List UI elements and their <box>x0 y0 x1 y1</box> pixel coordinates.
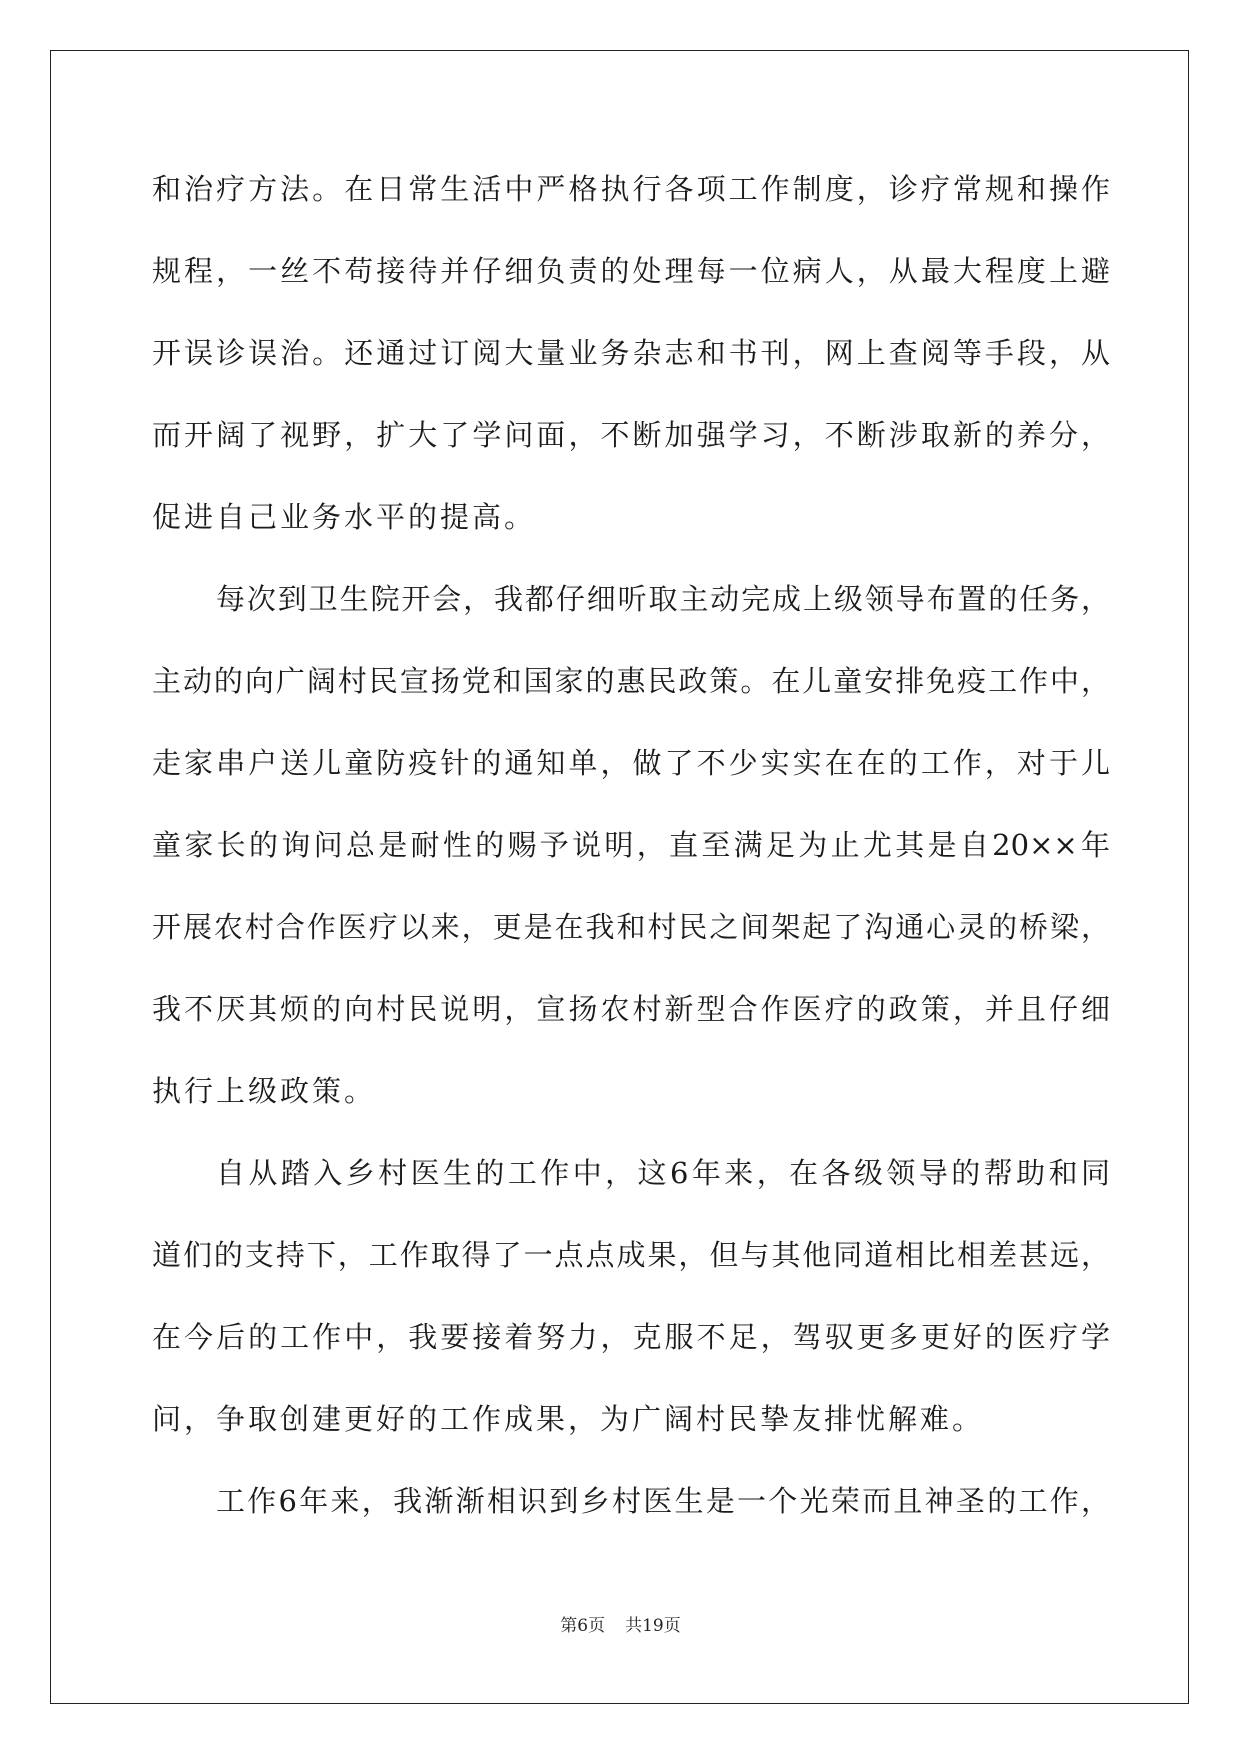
text-line: 童家长的询问总是耐性的赐予说明，直至满足为止尤其是自20××年 <box>152 828 1110 862</box>
paragraph-first-line: 工作6年来，我渐渐相识到乡村医生是一个光荣而且神圣的工作， <box>216 1484 1110 1518</box>
document-body <box>152 164 1110 1558</box>
text-line: 我不厌其烦的向村民说明，宣扬农村新型合作医疗的政策，并且仔细 <box>152 992 1110 1026</box>
paragraph-first-line: 自从踏入乡村医生的工作中，这6年来，在各级领导的帮助和同 <box>216 1156 1110 1190</box>
text-line: 执行上级政策。 <box>152 1074 377 1108</box>
total-pages: 共19页 <box>625 1616 681 1636</box>
text-line: 规程，一丝不苟接待并仔细负责的处理每一位病人，从最大程度上避 <box>152 254 1110 288</box>
text-line: 问，争取创建更好的工作成果，为广阔村民挚友排忧解难。 <box>152 1402 985 1436</box>
paragraph-first-line: 每次到卫生院开会，我都仔细听取主动完成上级领导布置的任务， <box>216 582 1110 616</box>
text-line: 走家串户送儿童防疫针的通知单，做了不少实实在在的工作，对于儿 <box>152 746 1110 780</box>
page-footer <box>0 1611 1241 1636</box>
text-line: 开展农村合作医疗以来，更是在我和村民之间架起了沟通心灵的桥梁， <box>152 910 1110 944</box>
text-line: 促进自己业务水平的提高。 <box>152 500 537 534</box>
text-line: 主动的向广阔村民宣扬党和国家的惠民政策。在儿童安排免疫工作中， <box>152 664 1110 698</box>
text-line: 开误诊误治。还通过订阅大量业务杂志和书刊，网上查阅等手段，从 <box>152 336 1110 370</box>
text-line: 而开阔了视野，扩大了学问面，不断加强学习，不断涉取新的养分， <box>152 418 1110 452</box>
text-line: 道们的支持下，工作取得了一点点成果，但与其他同道相比相差甚远， <box>152 1238 1110 1272</box>
text-line: 在今后的工作中，我要接着努力，克服不足，驾驭更多更好的医疗学 <box>152 1320 1110 1354</box>
text-line: 和治疗方法。在日常生活中严格执行各项工作制度，诊疗常规和操作 <box>152 172 1110 206</box>
page-number: 第6页 <box>560 1616 606 1636</box>
